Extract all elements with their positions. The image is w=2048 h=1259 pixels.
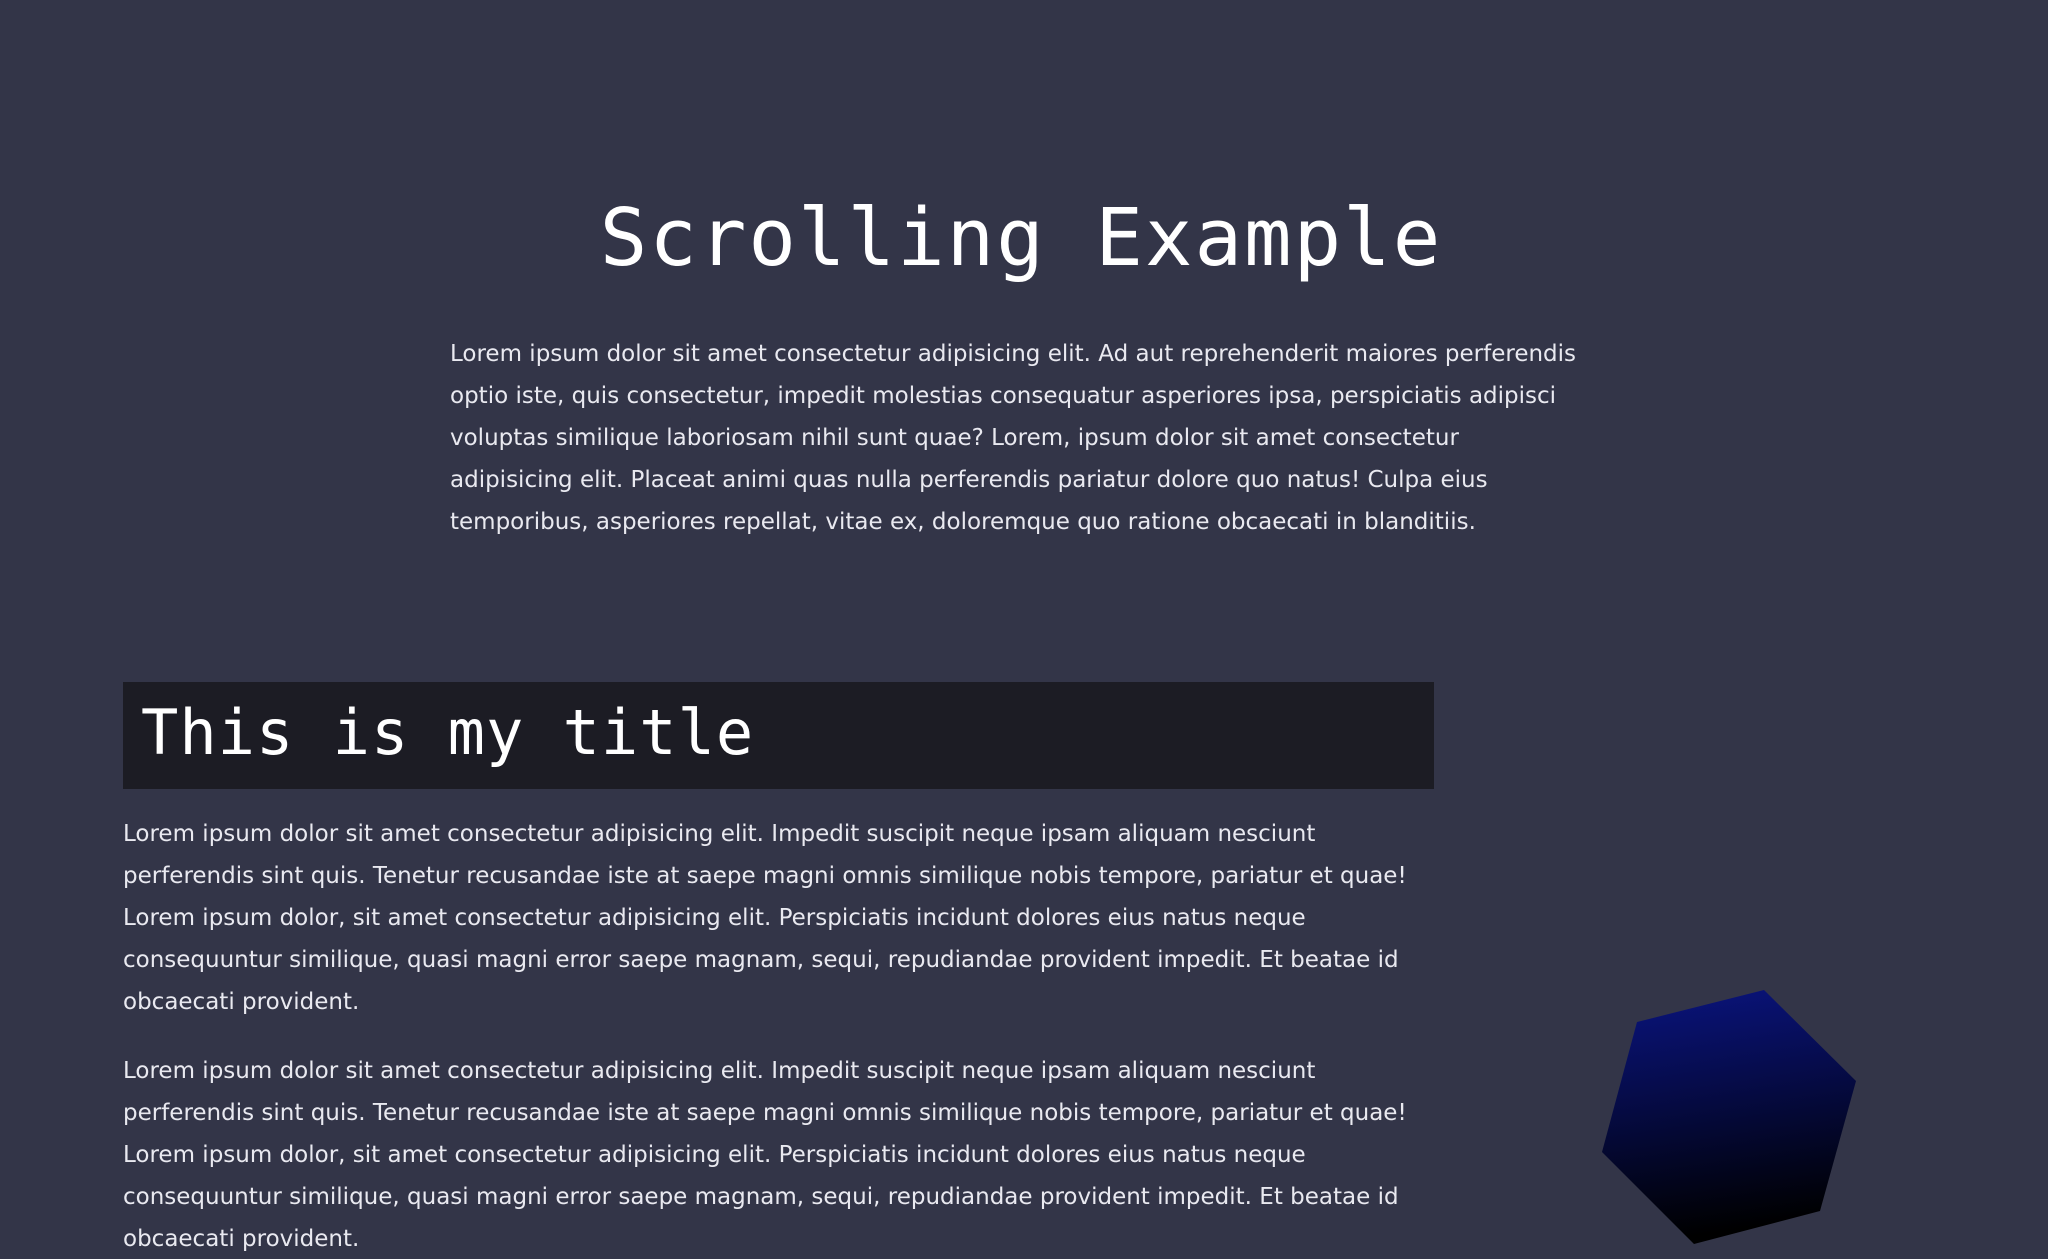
page-title-text: Scrolling Example [599,192,1443,284]
intro-paragraph: Lorem ipsum dolor sit amet consectetur adipisicing elit. Ad aut reprehenderit maiores perferendis optio iste, quis consectetur, impedit molestias consequatur asperiores ipsa, perspiciatis adipisci voluptas similique laboriosam nihil sunt quae? Lorem, ipsum dolor sit amet consectetur adipisicing elit. Placeat animi quas nulla perferendis pariatur dolore quo natus! Culpa eius temporibus, asperiores repellat, vitae ex, doloremque quo ratione obcaecati in blanditiis. [450,341,1577,535]
section-title: This is my title [141,696,755,769]
section-paragraph: Lorem ipsum dolor sit amet consectetur adipisicing elit. Impedit suscipit neque ipsam aliquam nesciunt perferendis sint quis. Tenetur recusandae iste at saepe magni omnis similique nobis tempore, pariatur et quae! Lorem ipsum dolor, sit amet consectetur adipisicing elit. Perspiciatis incidunt dolores eius natus neque consequuntur similique, quasi magni error saepe magnam, sequi, repudiandae provident impedit. Et beatae id obcaecati provident. [123,821,1407,1015]
hexagon-icon [1596,988,1858,1246]
page-title [0,188,2048,288]
hexagon-shape [1602,990,1856,1244]
section-paragraph: Lorem ipsum dolor sit amet consectetur adipisicing elit. Impedit suscipit neque ipsam aliquam nesciunt perferendis sint quis. Tenetur recusandae iste at saepe magni omnis similique nobis tempore, pariatur et quae! Lorem ipsum dolor, sit amet consectetur adipisicing elit. Perspiciatis incidunt dolores eius natus neque consequuntur similique, quasi magni error saepe magnam, sequi, repudiandae provident impedit. Et beatae id obcaecati provident. [123,1058,1407,1252]
